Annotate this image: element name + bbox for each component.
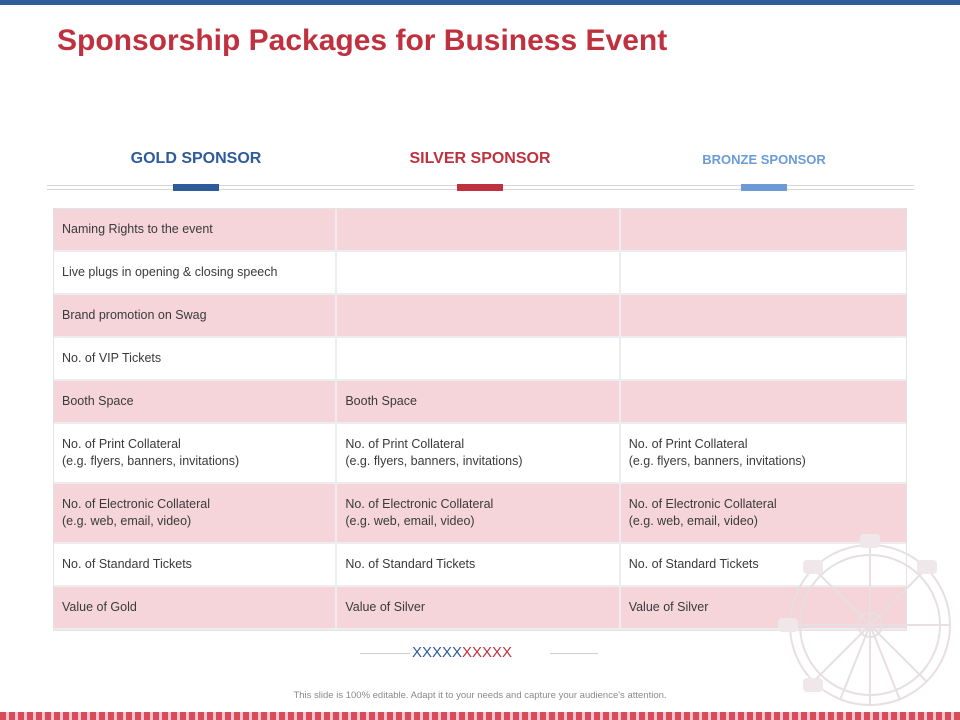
bronze-marker	[741, 184, 787, 191]
table-cell	[621, 252, 906, 295]
ornament-line-left	[360, 653, 410, 654]
table-cell: No. of Print Collateral (e.g. flyers, banners, invitations)	[621, 424, 906, 484]
slide-title: Sponsorship Packages for Business Event	[57, 24, 668, 57]
table-cell	[621, 209, 906, 252]
table-cell: No. of Electronic Collateral (e.g. web, email, video)	[621, 484, 906, 544]
table-cell: Value of Silver	[621, 587, 906, 630]
table-cell: Value of Silver	[337, 587, 620, 630]
footer-note: This slide is 100% editable. Adapt it to your needs and capture your audience's attention.	[293, 690, 667, 701]
silver-marker	[457, 184, 503, 191]
table-cell	[337, 338, 620, 381]
gold-marker	[173, 184, 219, 191]
table-cell	[337, 252, 620, 295]
table-cell: No. of Print Collateral (e.g. flyers, banners, invitations)	[337, 424, 620, 484]
red-crosses: XXXXX	[462, 644, 513, 661]
table-cell: No. of Electronic Collateral (e.g. web, email, video)	[54, 484, 337, 544]
ornament-line-right	[550, 653, 598, 654]
table-cell: Value of Gold	[54, 587, 337, 630]
blue-crosses: XXXXX	[412, 644, 463, 661]
table-cell: Brand promotion on Swag	[54, 295, 337, 338]
top-accent-bar	[0, 0, 960, 5]
cross-pattern	[412, 645, 512, 661]
silver-sponsor-label: SILVER SPONSOR	[409, 150, 551, 167]
table-row	[54, 209, 906, 252]
table-cell	[337, 295, 620, 338]
gold-sponsor-label: GOLD SPONSOR	[130, 150, 262, 167]
table-cell: No. of Standard Tickets	[54, 544, 337, 587]
table-row	[54, 424, 906, 484]
column-header-gold	[86, 150, 306, 168]
checkered-border	[0, 712, 960, 720]
table-cell: No. of Standard Tickets	[337, 544, 620, 587]
table-cell: No. of Standard Tickets	[621, 544, 906, 587]
table-cell	[621, 338, 906, 381]
cross-ornament	[360, 645, 600, 661]
table-cell: No. of VIP Tickets	[54, 338, 337, 381]
table-row	[54, 381, 906, 424]
table-cell	[621, 295, 906, 338]
table-cell: Booth Space	[54, 381, 337, 424]
table-row	[54, 252, 906, 295]
table-cell: No. of Print Collateral (e.g. flyers, banners, invitations)	[54, 424, 337, 484]
table-cell: Booth Space	[337, 381, 620, 424]
table-cell: Naming Rights to the event	[54, 209, 337, 252]
table-cell: No. of Electronic Collateral (e.g. web, email, video)	[337, 484, 620, 544]
table-cell	[337, 209, 620, 252]
table-row	[54, 338, 906, 381]
column-header-bronze	[654, 152, 874, 167]
table-cell	[621, 381, 906, 424]
table-cell: Live plugs in opening & closing speech	[54, 252, 337, 295]
table-row	[54, 295, 906, 338]
column-header-silver	[370, 150, 590, 168]
bronze-sponsor-label: BRONZE SPONSOR	[702, 152, 826, 167]
